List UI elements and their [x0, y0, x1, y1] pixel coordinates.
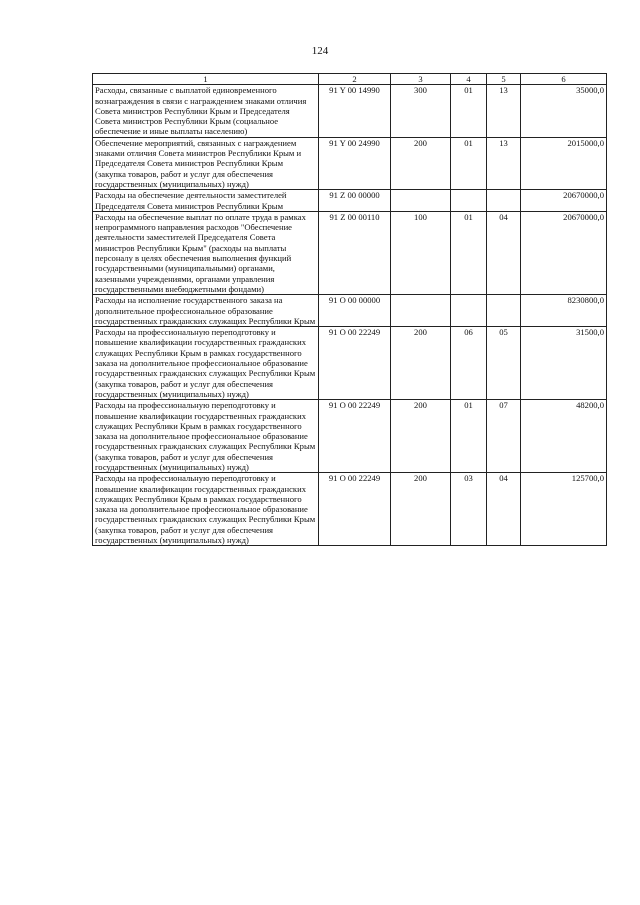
amount: 31500,0 — [521, 327, 607, 400]
section-code: 01 — [451, 211, 487, 294]
subsection-code: 04 — [487, 473, 521, 546]
header-col-5: 5 — [487, 74, 521, 85]
expense-description: Расходы, связанные с выплатой единовременного вознаграждения в связи с награждением знаками отличия Совета министров Республики Крым и Председателя Совета министров Республики Крым (социальное обеспечение и иные выплаты населению) — [93, 85, 319, 137]
expense-description: Расходы на обеспечение деятельности заместителей Председателя Совета министров Республики Крым — [93, 190, 319, 212]
table-row — [93, 327, 607, 400]
amount: 2015000,0 — [521, 137, 607, 189]
section-code: 06 — [451, 327, 487, 400]
amount: 48200,0 — [521, 400, 607, 473]
target-article-code: 91 O 00 22249 — [319, 473, 391, 546]
table-row — [93, 473, 607, 546]
target-article-code: 91 O 00 00000 — [319, 295, 391, 327]
target-article-code: 91 O 00 22249 — [319, 327, 391, 400]
header-col-2: 2 — [319, 74, 391, 85]
table-row — [93, 211, 607, 294]
expense-description: Расходы на профессиональную переподготовку и повышение квалификации государственных гражданских служащих Республики Крым в рамках государственного заказа на дополнительное профессиональное образование государственных гражданских служащих Республики Крым (закупка товаров, работ и услуг для обеспечения государственных (муниципальных) нужд) — [93, 327, 319, 400]
amount: 20670000,0 — [521, 211, 607, 294]
subsection-code: 05 — [487, 327, 521, 400]
page-number: 124 — [311, 45, 329, 57]
subsection-code — [487, 295, 521, 327]
expense-type-code — [391, 190, 451, 212]
subsection-code: 13 — [487, 85, 521, 137]
section-code: 01 — [451, 137, 487, 189]
target-article-code: 91 Y 00 14990 — [319, 85, 391, 137]
section-code: 03 — [451, 473, 487, 546]
subsection-code: 07 — [487, 400, 521, 473]
expense-type-code: 200 — [391, 473, 451, 546]
section-code — [451, 190, 487, 212]
table-row — [93, 85, 607, 137]
target-article-code: 91 Z 00 00110 — [319, 211, 391, 294]
header-row — [93, 74, 607, 85]
expense-type-code: 200 — [391, 137, 451, 189]
expense-description: Обеспечение мероприятий, связанных с награждением знаками отличия Совета министров Республики Крым и Председателя Совета министров Республики Крым (закупка товаров, работ и услуг для обеспечения государственных (муниципальных) нужд) — [93, 137, 319, 189]
table-row — [93, 400, 607, 473]
target-article-code: 91 O 00 22249 — [319, 400, 391, 473]
amount: 20670000,0 — [521, 190, 607, 212]
table-row — [93, 137, 607, 189]
table-row — [93, 190, 607, 212]
expense-type-code: 200 — [391, 327, 451, 400]
expense-description: Расходы на обеспечение выплат по оплате труда в рамках непрограммного направления расходов "Обеспечение деятельности заместителей Председателя Совета министров Республики Крым" (расходы на выплаты персоналу в целях обеспечения выполнения функций государственными (муниципальными) органами, казенными учреждениями, органами управления государственными внебюджетными фондами) — [93, 211, 319, 294]
expense-type-code: 200 — [391, 400, 451, 473]
amount: 35000,0 — [521, 85, 607, 137]
subsection-code: 04 — [487, 211, 521, 294]
expense-type-code: 300 — [391, 85, 451, 137]
amount: 125700,0 — [521, 473, 607, 546]
header-col-6: 6 — [521, 74, 607, 85]
expense-type-code: 100 — [391, 211, 451, 294]
header-col-1: 1 — [93, 74, 319, 85]
expense-description: Расходы на профессиональную переподготовку и повышение квалификации государственных гражданских служащих Республики Крым в рамках государственного заказа на дополнительное профессиональное образование государственных гражданских служащих Республики Крым (закупка товаров, работ и услуг для обеспечения государственных (муниципальных) нужд) — [93, 400, 319, 473]
expense-description: Расходы на исполнение государственного заказа на дополнительное профессиональное образование государственных гражданских служащих Республики Крым — [93, 295, 319, 327]
expense-type-code — [391, 295, 451, 327]
expense-description: Расходы на профессиональную переподготовку и повышение квалификации государственных гражданских служащих Республики Крым в рамках государственного заказа на дополнительное профессиональное образование государственных гражданских служащих Республики Крым (закупка товаров, работ и услуг для обеспечения государственных (муниципальных) нужд) — [93, 473, 319, 546]
section-code: 01 — [451, 400, 487, 473]
subsection-code: 13 — [487, 137, 521, 189]
header-col-4: 4 — [451, 74, 487, 85]
header-col-3: 3 — [391, 74, 451, 85]
budget-table — [92, 73, 607, 546]
target-article-code: 91 Y 00 24990 — [319, 137, 391, 189]
amount: 8230800,0 — [521, 295, 607, 327]
section-code — [451, 295, 487, 327]
table-row — [93, 295, 607, 327]
section-code: 01 — [451, 85, 487, 137]
subsection-code — [487, 190, 521, 212]
target-article-code: 91 Z 00 00000 — [319, 190, 391, 212]
